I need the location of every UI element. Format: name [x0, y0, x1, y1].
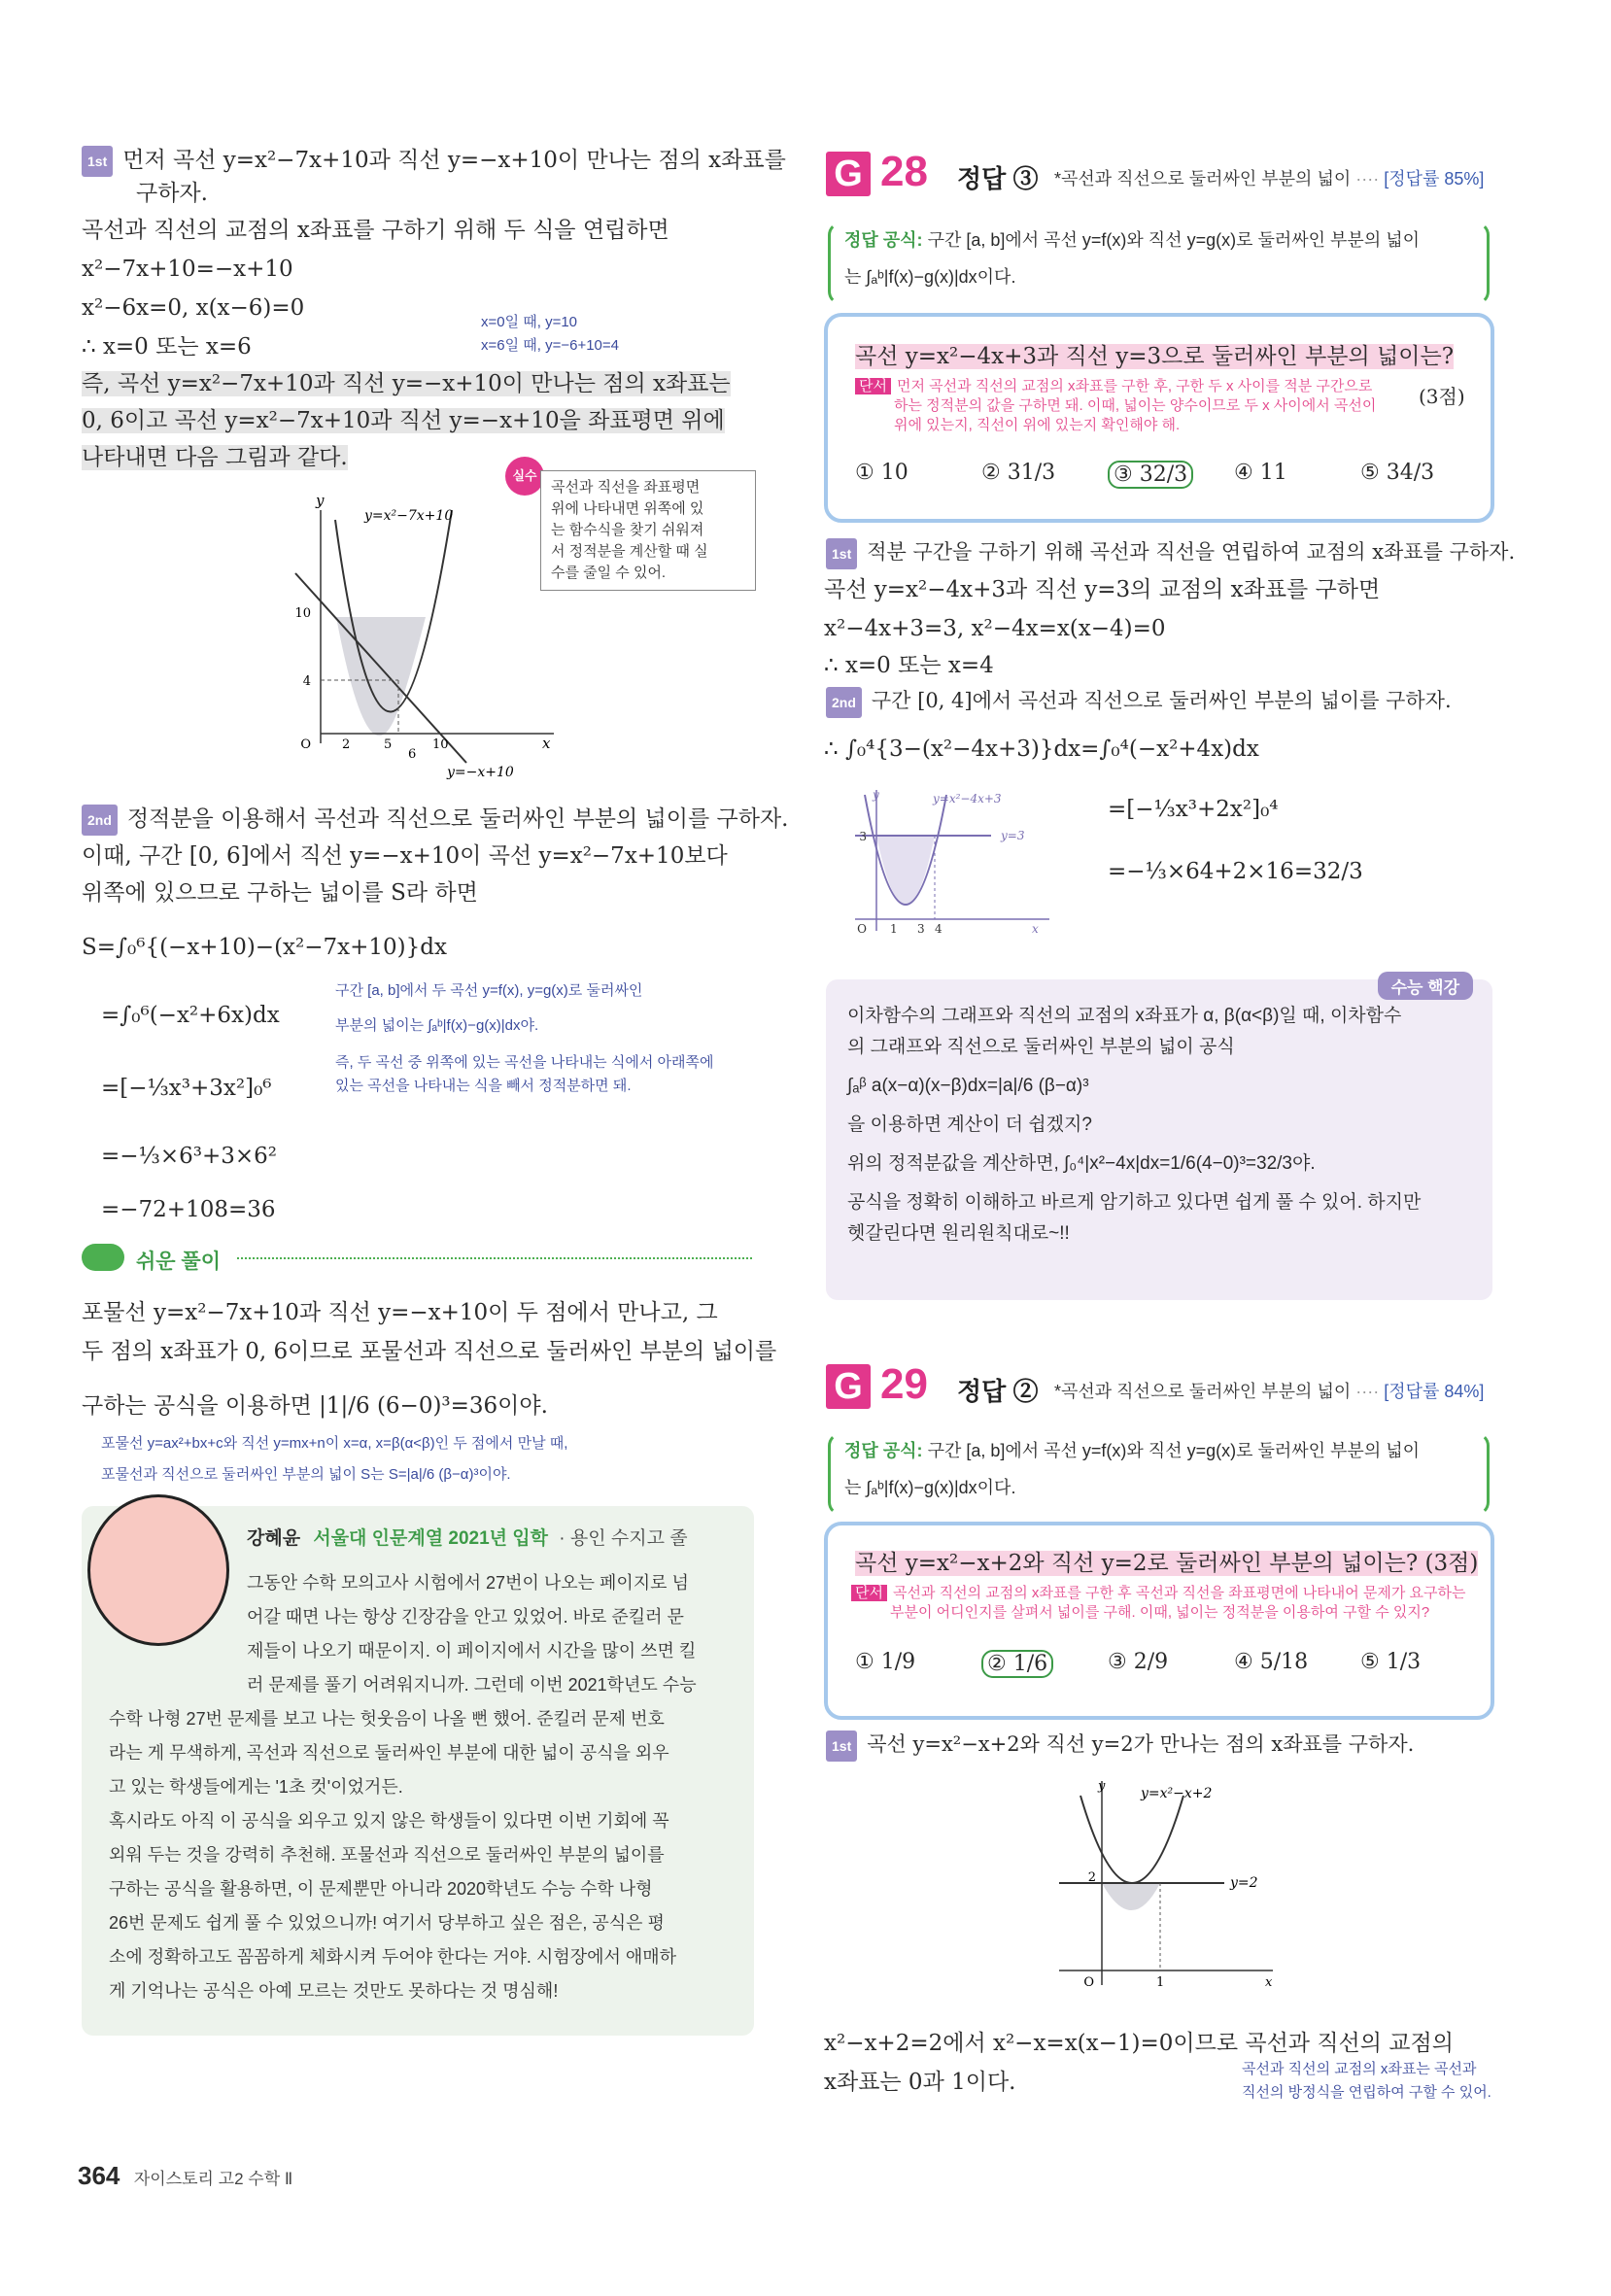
- tip-line: 의 그래프와 직선으로 둘러싸인 부분의 넓이 공식: [847, 1037, 1235, 1057]
- choice-3-correct[interactable]: ③ 32/3: [1108, 461, 1193, 489]
- conclusion-2: [82, 406, 725, 435]
- easy-note-2: 포물선과 직선으로 둘러싸인 부분의 넓이 S는 S=|a|/6 (β−α)³이야.: [101, 1466, 511, 1483]
- correct-rate: [정답률 84%]: [1384, 1382, 1485, 1401]
- check-note-1: x=0일 때, y=10: [481, 314, 578, 330]
- graph-g29: [1059, 1776, 1292, 2000]
- question: [855, 1545, 1478, 1577]
- reviewer-name: 강혜윤: [247, 1528, 301, 1549]
- tick-label: 2: [342, 737, 351, 752]
- g-badge: G: [826, 152, 871, 196]
- tip-text: [847, 1001, 1421, 1250]
- step2-body-1: 이때, 구간 [0, 6]에서 직선 y=−x+10이 곡선 y=x²−7x+10보다: [82, 843, 728, 869]
- book-title: 자이스토리 고2 수학 Ⅱ: [133, 2170, 293, 2188]
- step1-heading: [82, 146, 786, 177]
- tick-label: 1: [890, 922, 898, 936]
- easy-line-3: 구하는 공식을 이용하면 |1|/6 (6−0)³=36이야.: [82, 1393, 548, 1419]
- correct-rate: [정답률 85%]: [1384, 169, 1485, 188]
- g29-s1-eq1: x²−x+2=2에서 x²−x=x(x−1)=0이므로 곡선과 직선의 교점의: [824, 2031, 1454, 2056]
- problem-number: 29: [880, 1360, 928, 1408]
- g28-s1-eq2: ∴ x=0 또는 x=4: [824, 653, 994, 678]
- problem-box: [824, 313, 1494, 523]
- formula-text: 구간 [a, b]에서 곡선 y=f(x)와 직선 y=g(x)로 둘러싸인 부분의 넓이: [927, 230, 1420, 250]
- x-axis-label: x: [542, 735, 551, 752]
- tick-label: O: [300, 737, 311, 752]
- line-label: y=2: [1230, 1875, 1258, 1891]
- points: (3점): [1419, 385, 1465, 408]
- formula-line-2: 는 ∫ₐᵇ|f(x)−g(x)|dx이다.: [844, 1478, 1016, 1497]
- review-line: 외워 두는 것을 강력히 추천해. 포물선과 직선으로 둘러싸인 부분의 넓이를: [109, 1845, 665, 1865]
- g-badge: G: [826, 1364, 871, 1409]
- hint: [851, 1584, 1465, 1623]
- review-line: 구하는 공식을 활용하면, 이 문제뿐만 아니라 2020학년도 수능 수학 나형: [109, 1879, 653, 1899]
- y-axis-label: y: [873, 788, 879, 802]
- tick-label: O: [1083, 1975, 1094, 1990]
- review-line: 26번 문제도 쉽게 풀 수 있었으니까! 여기서 당부하고 싶은 점은, 공식은 평: [109, 1913, 665, 1933]
- curve-label: y=x²−4x+3: [933, 792, 1002, 805]
- hint-tag: 단서: [855, 378, 891, 394]
- problem-box: [824, 1522, 1494, 1720]
- g28-step1: [826, 537, 1515, 569]
- tick-label: 4: [302, 674, 311, 689]
- tick-label: 10: [432, 737, 449, 752]
- review-line: 제들이 나오기 때문이지. 이 페이지에서 시간을 많이 쓰면 킬: [247, 1641, 697, 1661]
- hint-line: 부분이 어디인지를 살펴서 넓이를 구해. 이때, 넓이는 정적분을 이용하여 구할 수 있지?: [890, 1604, 1430, 1621]
- conclusion-1: [82, 369, 731, 398]
- curve-label: y=x²−7x+10: [364, 508, 454, 524]
- answer-label: 정답 ③: [957, 164, 1039, 193]
- tip-line: 헷갈린다면 원리원칙대로~!!: [847, 1223, 1070, 1244]
- g28-step2: [826, 686, 1452, 718]
- review-line: 러 문제를 풀기 어려워지니까. 그런데 이번 2021학년도 수능: [247, 1675, 697, 1695]
- hint-tag: 단서: [851, 1585, 887, 1601]
- problem-number: 28: [880, 148, 928, 195]
- formula-label: 정답 공식:: [844, 1441, 923, 1460]
- choice-2[interactable]: ② 31/3: [981, 461, 1056, 485]
- answer-label: 정답 ②: [957, 1377, 1039, 1406]
- g28-s1-body: 곡선 y=x²−4x+3과 직선 y=3의 교점의 x좌표를 구하면: [824, 577, 1381, 602]
- reviewer-school: 서울대 인문계열 2021년 입학: [313, 1528, 548, 1549]
- question-text: 곡선 y=x²−4x+3과 직선 y=3으로 둘러싸인 부분의 넓이는?: [855, 344, 1455, 369]
- review-header: [247, 1524, 688, 1550]
- tip-line: ∫ₐᵝ a(x−α)(x−β)dx=|a|/6 (β−α)³: [847, 1076, 1089, 1096]
- conclusion-3: [82, 443, 348, 472]
- formula-box: [828, 222, 1490, 305]
- hint-line: 하는 정적분의 값을 구하면 돼. 이때, 넓이는 양수이므로 두 x 사이에서 곡선이: [894, 397, 1377, 414]
- topic-text: *곡선과 직선으로 둘러싸인 부분의 넓이: [1054, 1382, 1352, 1401]
- g28-s2-eq1: ∴ ∫₀⁴{3−(x²−4x+3)}dx=∫₀⁴(−x²+4x)dx: [824, 737, 1259, 762]
- topic: *곡선과 직선으로 둘러싸인 부분의 넓이 ···· [정답률 85%]: [1054, 169, 1485, 188]
- review-line: 혹시라도 아직 이 공식을 외우고 있지 않은 학생들이 있다면 이번 기회에 꼭: [109, 1811, 669, 1831]
- step-badge-2nd: 2nd: [82, 805, 118, 836]
- student-review-box: [82, 1506, 754, 2036]
- topic-text: *곡선과 직선으로 둘러싸인 부분의 넓이: [1054, 169, 1352, 188]
- review-line: 소에 정확하고도 꼼꼼하게 체화시켜 두어야 한다는 거야. 시험장에서 애매하: [109, 1947, 677, 1967]
- x-axis-label: x: [1032, 922, 1039, 936]
- review-line: 게 기억나는 공식은 아예 모르는 것만도 못하다는 것 명심해!: [109, 1981, 559, 2001]
- mistake-badge: 실수: [505, 457, 544, 496]
- review-line: 수학 나형 27번 문제를 보고 나는 헛웃음이 나올 뻔 했어. 준킬러 문제 번호: [109, 1709, 665, 1729]
- formula-line-2: 는 ∫ₐᵇ|f(x)−g(x)|dx이다.: [844, 267, 1016, 287]
- shaded-region: [1102, 1883, 1160, 1910]
- g29-note-1: 곡선과 직선의 교점의 x좌표는 곡선과: [1242, 2061, 1477, 2077]
- area-note-1: 구간 [a, b]에서 두 곡선 y=f(x), y=g(x)로 둘러싸인: [335, 982, 643, 999]
- choice-3[interactable]: ③ 2/9: [1108, 1650, 1169, 1674]
- choice-1[interactable]: ① 1/9: [855, 1650, 916, 1674]
- topic: *곡선과 직선으로 둘러싸인 부분의 넓이 ···· [정답률 84%]: [1054, 1382, 1485, 1401]
- mistake-note-line: 위에 나타내면 위쪽에 있: [551, 500, 704, 517]
- y-axis-label: y: [316, 492, 325, 509]
- shaded-region: [336, 617, 426, 736]
- formula-box: [828, 1432, 1490, 1516]
- step-badge-1st: 1st: [826, 538, 857, 569]
- step2-title: 정적분을 이용해서 곡선과 직선으로 둘러싸인 부분의 넓이를 구하자.: [126, 806, 789, 832]
- glasses-icon: [82, 1244, 124, 1271]
- mistake-note-line: 수를 줄일 수 있어.: [551, 565, 667, 581]
- page-footer: [78, 2161, 292, 2191]
- page-number: 364: [78, 2161, 120, 2190]
- formula-text: 구간 [a, b]에서 곡선 y=f(x)와 직선 y=g(x)로 둘러싸인 부분의 넓이: [927, 1441, 1420, 1460]
- choice-2-correct[interactable]: ② 1/6: [981, 1650, 1053, 1678]
- area-line-1: S=∫₀⁶{(−x+10)−(x²−7x+10)}dx: [82, 935, 447, 960]
- g29-s1-eq2: x좌표는 0과 1이다.: [824, 2070, 1016, 2095]
- graph-parabola-line-1: [282, 491, 573, 792]
- area-line-5: =−72+108=36: [101, 1197, 276, 1222]
- easy-line-2: 두 점의 x좌표가 0, 6이므로 포물선과 직선으로 둘러싸인 부분의 넓이를: [82, 1339, 777, 1364]
- mistake-note-line: 는 함수식을 찾기 쉬워져: [551, 522, 704, 538]
- equation-3: ∴ x=0 또는 x=6: [82, 334, 252, 360]
- g28-s1-eq1: x²−4x+3=3, x²−4x=x(x−4)=0: [824, 616, 1166, 641]
- formula-line-1: [844, 1437, 1420, 1464]
- step2-title: 구간 [0, 4]에서 곡선과 직선으로 둘러싸인 부분의 넓이를 구하자.: [871, 689, 1452, 712]
- tip-tag: 수능 핵강: [1378, 972, 1473, 1000]
- review-line: 라는 게 무색하게, 곡선과 직선으로 둘러싸인 부분에 대한 넓이 공식을 외우: [109, 1743, 669, 1763]
- reviewer-hs: · 용인 수지고 졸: [559, 1528, 688, 1549]
- tick-label: 4: [935, 922, 943, 936]
- tick-label: 1: [1156, 1975, 1165, 1990]
- choice-4[interactable]: ④ 5/18: [1234, 1650, 1309, 1674]
- tick-label: 3: [859, 830, 867, 843]
- check-note-2: x=6일 때, y=−6+10=4: [481, 337, 619, 354]
- review-text-top: [247, 1566, 697, 1702]
- divider: [237, 1257, 752, 1259]
- easy-solution-header: [82, 1244, 762, 1273]
- hint-line: 곡선과 직선의 교점의 x좌표를 구한 후 곡선과 직선을 좌표평면에 나타내어 문제가 요구하는: [892, 1585, 1466, 1601]
- area-line-4: =−⅓×6³+3×6²: [101, 1144, 277, 1169]
- tick-label: O: [857, 922, 867, 936]
- x-axis-label: x: [1265, 1975, 1273, 1990]
- g28-s2-eq2: =[−⅓x³+2x²]₀⁴: [1108, 797, 1279, 822]
- tip-line: 위의 정적분값을 계산하면, ∫₀⁴|x²−4x|dx=1/6(4−0)³=32/3야.: [847, 1153, 1316, 1174]
- choice-5[interactable]: ⑤ 34/3: [1360, 461, 1435, 485]
- choice-5[interactable]: ⑤ 1/3: [1360, 1650, 1422, 1674]
- step-badge-2nd: 2nd: [826, 687, 862, 718]
- area-line-2: =∫₀⁶(−x²+6x)dx: [101, 1003, 280, 1028]
- easy-note-1: 포물선 y=ax²+bx+c와 직선 y=mx+n이 x=α, x=β(α<β)인 두 점에서 만날 때,: [101, 1435, 568, 1452]
- area-note-3: 즉, 두 곡선 중 위쪽에 있는 곡선을 나타내는 식에서 아래쪽에: [335, 1054, 714, 1071]
- mistake-note-line: 곡선과 직선을 좌표평면: [551, 479, 701, 496]
- easy-line-1: 포물선 y=x²−7x+10과 직선 y=−x+10이 두 점에서 만나고, 그: [82, 1300, 718, 1325]
- step1-title: 곡선 y=x²−x+2와 직선 y=2가 만나는 점의 x좌표를 구하자.: [867, 1732, 1415, 1756]
- y-axis-label: y: [1098, 1779, 1106, 1794]
- area-note-2: 부분의 넓이는 ∫ₐᵇ|f(x)−g(x)|dx야.: [335, 1017, 539, 1034]
- choice-4[interactable]: ④ 11: [1234, 461, 1287, 485]
- character-avatar: [87, 1494, 229, 1646]
- tick-label: 2: [1087, 1870, 1096, 1885]
- mistake-note-line: 서 정적분을 계산할 때 실: [551, 543, 708, 560]
- review-line: 고 있는 학생들에게는 '1초 컷'이었거든.: [109, 1777, 403, 1797]
- review-line: 그동안 수학 모의고사 시험에서 27번이 나오는 페이지로 넘: [247, 1573, 689, 1593]
- tick-label: 6: [408, 747, 417, 762]
- equation-1: x²−7x+10=−x+10: [82, 257, 293, 282]
- line-label: y=−x+10: [447, 765, 514, 780]
- step1-body: 곡선과 직선의 교점의 x좌표를 구하기 위해 두 식을 연립하면: [82, 218, 669, 243]
- line-label: y=3: [1001, 829, 1025, 842]
- easy-title: 쉬운 풀이: [136, 1251, 221, 1273]
- question-text: 곡선 y=x²−x+2와 직선 y=2로 둘러싸인 부분의 넓이는? (3점): [855, 1551, 1479, 1576]
- step2-heading: [82, 805, 788, 836]
- hint-line: 먼저 곡선과 직선의 교점의 x좌표를 구한 후, 구한 두 x 사이를 적분 구간으로: [896, 378, 1373, 394]
- g29-note-2: 직선의 방정식을 연립하여 구할 수 있어.: [1242, 2084, 1491, 2101]
- formula-line-1: [844, 226, 1420, 254]
- g29-step1: [826, 1730, 1414, 1762]
- tip-line: 공식을 정확히 이해하고 바르게 암기하고 있다면 쉽게 풀 수 있어. 하지만: [847, 1192, 1422, 1213]
- tip-line: 이차함수의 그래프와 직선의 교점의 x좌표가 α, β(α<β)일 때, 이차함수: [847, 1006, 1402, 1026]
- graph-g28: [855, 785, 1049, 941]
- hint-line: 위에 있는지, 직선이 위에 있는지 확인해야 해.: [894, 417, 1181, 433]
- review-line: 어갈 때면 나는 항상 긴장감을 안고 있었어. 바로 준킬러 문: [247, 1607, 684, 1627]
- step-badge-1st: 1st: [826, 1731, 857, 1762]
- step1-title-cont: 구하자.: [136, 181, 208, 206]
- conclusion-3-text: 나타내면 다음 그림과 같다.: [82, 445, 348, 470]
- step1-title: 먼저 곡선 y=x²−7x+10과 직선 y=−x+10이 만나는 점의 x좌표를: [122, 148, 786, 173]
- g28-s2-eq3: =−⅓×64+2×16=32/3: [1108, 859, 1363, 884]
- tick-label: 5: [384, 737, 393, 752]
- tick-label: 10: [294, 606, 311, 621]
- tip-line: 을 이용하면 계산이 더 쉽겠지?: [847, 1114, 1092, 1135]
- question: [855, 338, 1454, 370]
- equation-2: x²−6x=0, x(x−6)=0: [82, 295, 305, 321]
- step-badge-1st: 1st: [82, 146, 113, 177]
- tip-box: [826, 979, 1492, 1300]
- tick-label: 3: [917, 922, 925, 936]
- formula-label: 정답 공식:: [844, 230, 923, 250]
- conclusion-2-text: 0, 6이고 곡선 y=x²−7x+10과 직선 y=−x+10을 좌표평면 위에: [82, 408, 725, 433]
- review-text-bottom: [109, 1702, 676, 2008]
- shaded-region: [876, 836, 935, 906]
- area-note-4: 있는 곡선을 나타내는 식을 빼서 정적분하면 돼.: [335, 1078, 632, 1094]
- curve-label: y=x²−x+2: [1141, 1786, 1213, 1801]
- step1-title: 적분 구간을 구하기 위해 곡선과 직선을 연립하여 교점의 x좌표를 구하자.: [867, 540, 1516, 564]
- area-line-3: =[−⅓x³+3x²]₀⁶: [101, 1076, 272, 1101]
- hint: [855, 377, 1399, 435]
- choice-1[interactable]: ① 10: [855, 461, 908, 485]
- step2-body-2: 위쪽에 있으므로 구하는 넓이를 S라 하면: [82, 880, 478, 906]
- conclusion-1-text: 즉, 곡선 y=x²−7x+10과 직선 y=−x+10이 만나는 점의 x좌표는: [82, 371, 731, 396]
